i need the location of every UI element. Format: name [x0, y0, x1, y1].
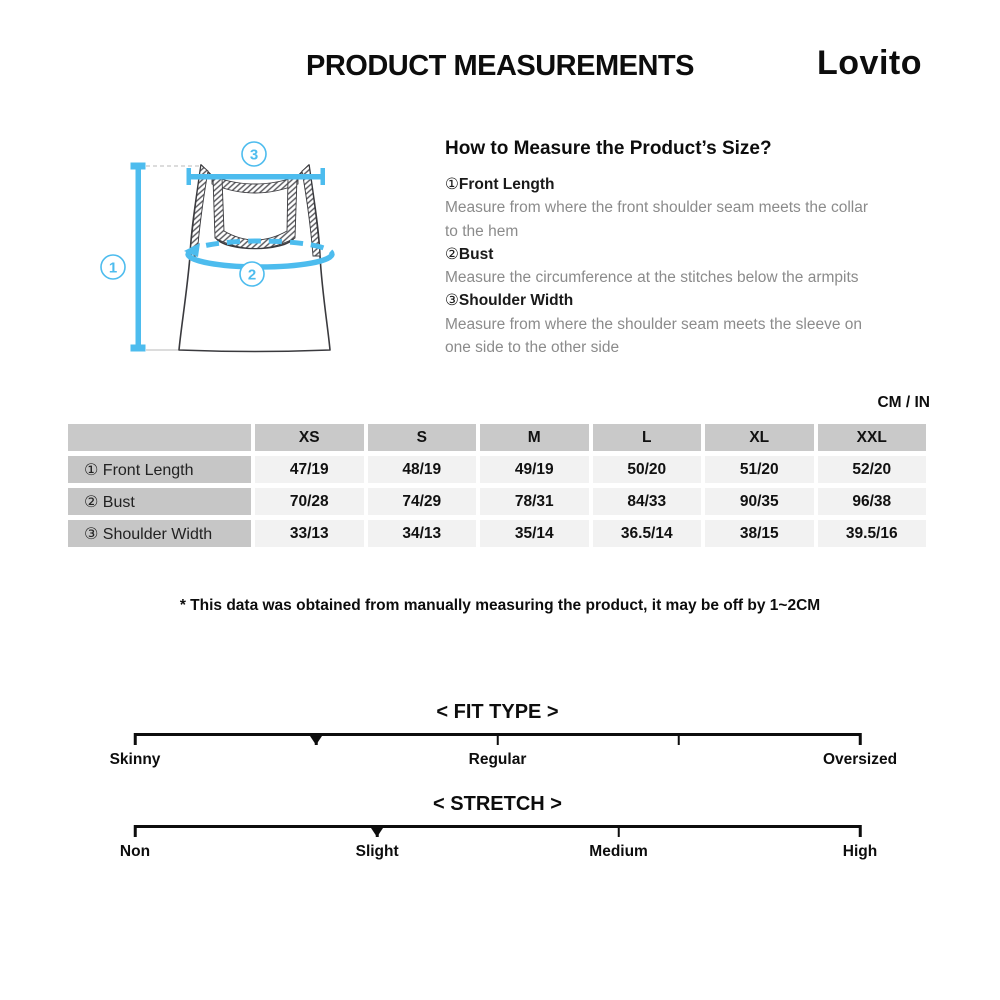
measurement-value-cell: 34/13 [368, 520, 477, 547]
units-label: CM / IN [877, 394, 930, 411]
guide-item-desc: Measure from where the shoulder seam meets the sleeve on one side to the other side [445, 315, 862, 356]
fit-type-title: < FIT TYPE > [436, 701, 559, 723]
table-row [68, 456, 926, 483]
guide-item-number: ① [445, 176, 459, 193]
guide-item-bust [445, 243, 935, 290]
guide-item-front-length [445, 173, 935, 243]
fit-type-tick [678, 733, 681, 745]
guide-item-shoulder-width [445, 289, 935, 359]
marker-3 [242, 142, 266, 166]
table-row [68, 488, 926, 515]
table-header [68, 424, 926, 451]
svg-text:1: 1 [108, 259, 118, 277]
measurement-value-cell: 74/29 [368, 488, 477, 515]
size-column-header: S [368, 424, 477, 451]
fit-type-label-regular: Regular [468, 751, 527, 768]
guide-item-desc: Measure from where the front shoulder seam meets the collar to the hem [445, 199, 868, 240]
measurement-value-cell: 36.5/14 [593, 520, 702, 547]
stretch-tick [134, 825, 137, 837]
stretch-labels [119, 843, 878, 863]
page-title: PRODUCT MEASUREMENTS [306, 50, 694, 82]
brand-logo: Lovito [817, 44, 922, 82]
measurement-value-cell: 48/19 [368, 456, 477, 483]
guide-item-label: Bust [458, 245, 494, 263]
svg-text:3: 3 [249, 146, 259, 164]
row-label-cell: ② Bust [68, 488, 251, 515]
measurement-value-cell: 84/33 [593, 488, 702, 515]
fit-type-tick [134, 733, 137, 745]
guide-item-number: ③ [445, 292, 459, 310]
measurement-value-cell: 39.5/16 [818, 520, 927, 547]
stretch-label-high: High [842, 843, 878, 860]
measurement-value-cell: 47/19 [255, 456, 364, 483]
guide-item-desc: Measure the circumference at the stitches below the armpits [445, 269, 859, 286]
fit-type-bar [135, 733, 860, 746]
stretch-tick [617, 825, 620, 837]
guide-item-number: ② [445, 245, 459, 263]
measurement-value-cell: 78/31 [480, 488, 589, 515]
guide-heading: How to Measure the Product’s Size? [445, 138, 772, 159]
size-column-header: L [593, 424, 702, 451]
measurement-value-cell: 49/19 [480, 456, 589, 483]
stretch-title: < STRETCH > [433, 793, 562, 815]
measure-guide [445, 138, 935, 359]
fit-type-marker [308, 733, 324, 745]
stretch-bar [135, 825, 860, 838]
marker-1 [101, 255, 125, 279]
footnote: * This data was obtained from manually measuring the product, it may be off by 1~2CM [179, 597, 821, 614]
measurement-value-cell: 51/20 [705, 456, 814, 483]
guide-item-label: Shoulder Width [458, 292, 574, 310]
size-column-header: XXL [818, 424, 927, 451]
table-row [68, 520, 926, 547]
measurement-value-cell: 96/38 [818, 488, 927, 515]
stretch-label-medium: Medium [589, 843, 648, 860]
row-label-cell: ③ Shoulder Width [68, 520, 251, 547]
measurement-value-cell: 90/35 [705, 488, 814, 515]
size-column-header: XL [705, 424, 814, 451]
fit-type-label-skinny: Skinny [109, 751, 161, 768]
fit-type-labels [109, 751, 898, 771]
stretch-label-non: Non [119, 843, 151, 860]
stretch-scale [119, 793, 878, 863]
garment-diagram [80, 130, 420, 390]
measurement-value-cell: 52/20 [818, 456, 927, 483]
front-length-measure [131, 163, 146, 352]
guide-item-label: Front Length [458, 176, 555, 193]
tank-top-illustration [80, 130, 420, 390]
marker-2 [240, 262, 264, 286]
row-label-cell: ① Front Length [68, 456, 251, 483]
stretch-label-slight: Slight [355, 843, 399, 860]
svg-text:2: 2 [247, 266, 257, 284]
fit-type-scale [109, 701, 898, 771]
measurements-table [64, 419, 930, 552]
table-corner-cell [68, 424, 251, 451]
stretch-tick [859, 825, 862, 837]
measurement-value-cell: 35/14 [480, 520, 589, 547]
size-column-header: M [480, 424, 589, 451]
measurement-value-cell: 38/15 [705, 520, 814, 547]
measurement-value-cell: 70/28 [255, 488, 364, 515]
size-column-header: XS [255, 424, 364, 451]
measurement-value-cell: 50/20 [593, 456, 702, 483]
measurement-value-cell: 33/13 [255, 520, 364, 547]
stretch-line [135, 825, 860, 828]
fit-type-tick [496, 733, 499, 745]
stretch-marker [369, 825, 385, 837]
fit-type-label-oversized: Oversized [822, 751, 898, 768]
table-body [68, 456, 926, 547]
fit-type-tick [859, 733, 862, 745]
